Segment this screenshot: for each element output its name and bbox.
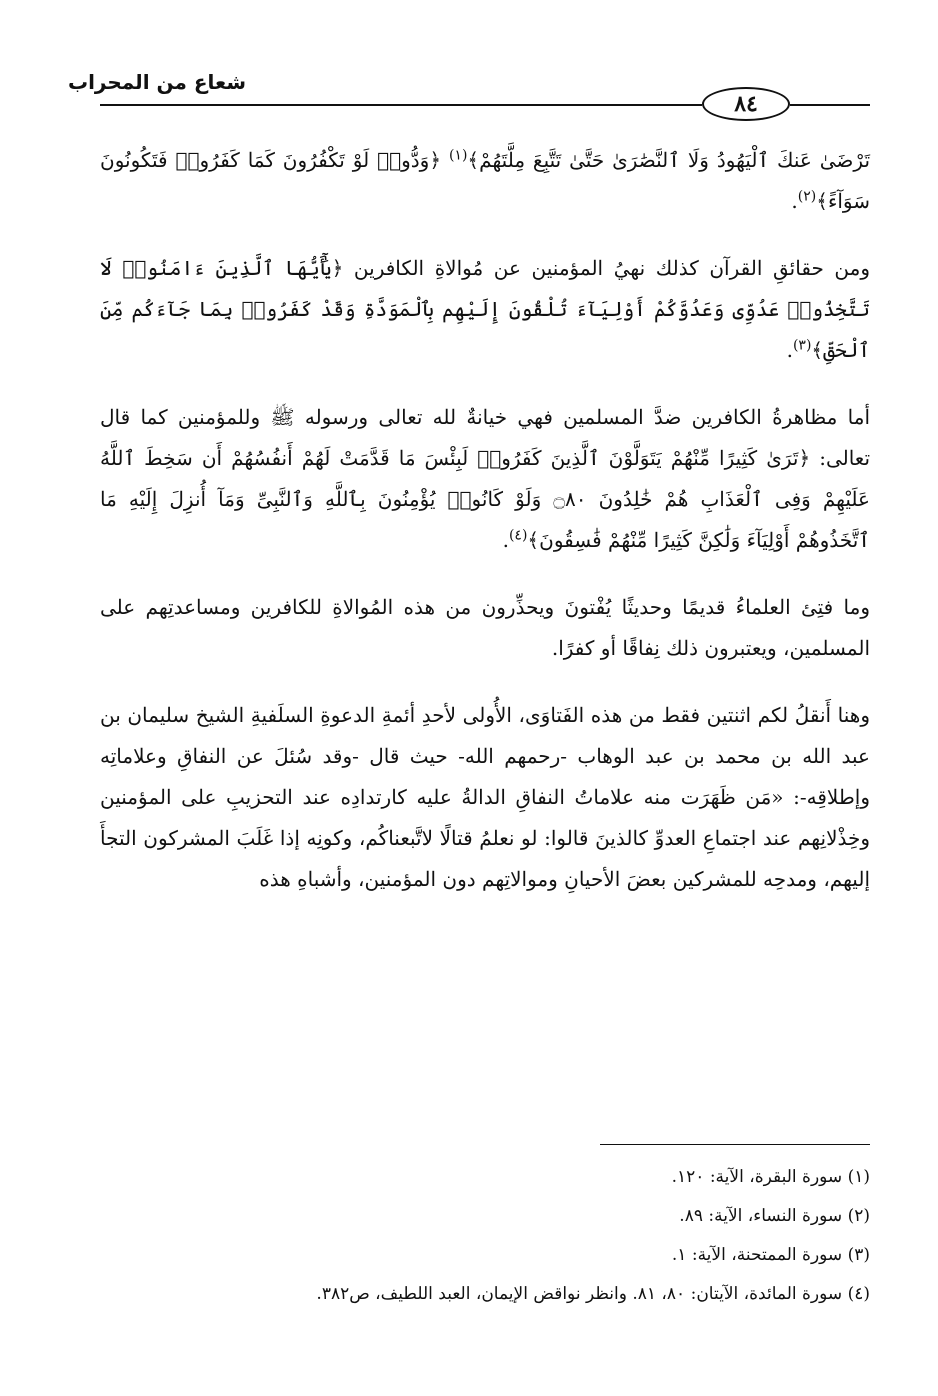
footnote-3: (٣) سورة الممتحنة، الآية: ١. xyxy=(671,1245,870,1265)
paragraph-4: وما فتِئ العلماءُ قديمًا وحديثًا يُفْتونَ ويحذِّرون من هذه المُوالاةِ للكافرين ومساعدتِهم على المسلمين، ويعتبرون ذلك نِفاقًا أو كفرًا. xyxy=(100,595,870,660)
paragraph-text: ومن حقائقِ القرآن كذلك نهيُ المؤمنين عن مُوالاةِ الكافرين xyxy=(353,256,870,280)
header-rule-right xyxy=(790,104,870,106)
footnote-2: (٢) سورة النساء، الآية: ٨٩. xyxy=(679,1206,870,1226)
paragraph-5: وهنا أَنقلُ لكم اثنتين فقط من هذه الفَتاوَى، الأُولى لأحدِ أئمةِ الدعوةِ السلَفيةِ الشيخ سليمان بن عبد الله بن محمد بن عبد الوهاب -رحمهم الله- حيث قال -وقد سُئلَ عن النفاقِ وعلاماتِه وإطلاقِه-: «مَن ظَهَرَت منه علاماتُ النفاقِ الدالةُ عليه كارتدادِه عند التحزيبِ على المؤمنين وخِذْلانِهم عند اجتماعِ العدوِّ كالذينَ قالوا: لو نعلمُ قتالًا لاتَّبعناكُم، وكونِه إذا غَلَبَ المشركون التجأَ إليهم، ومدحِه للمشركين بعضَ الأحيانِ وموالاتِهم دون المؤمنين، وأشباهِ هذه xyxy=(100,703,870,891)
footnote-ref-4: (٤) xyxy=(508,527,528,544)
verse-continuation: تَرْضَىٰ عَنكَ ٱلْيَهُودُ وَلَا ٱلنَّصَٰرَىٰ حَتَّىٰ تَتَّبِعَ مِلَّتَهُمْ xyxy=(479,148,871,172)
ayah-close-bracket: ﴾ xyxy=(816,189,828,213)
page-number: ٨٤ xyxy=(702,87,790,121)
paragraph-text: أما مظاهرةُ الكافرين ضدَّ المسلمين فهي خيانةٌ لله تعالى ورسوله ﷺ وللمؤمنين كما قال تعالى: xyxy=(100,405,871,470)
footnote-separator xyxy=(600,1144,870,1145)
running-title: شعاع من المحراب xyxy=(67,70,246,94)
paragraph-2 xyxy=(100,248,870,371)
paragraph-3 xyxy=(100,397,870,561)
quran-verse: تَرَىٰ كَثِيرًا مِّنْهُمْ يَتَوَلَّوْنَ ٱلَّذِينَ كَفَرُوا۟ لَبِئْسَ مَا قَدَّمَتْ لَهُمْ أَنفُسُهُمْ أَن سَخِطَ ٱللَّهُ عَلَيْهِمْ وَفِى ٱلْعَذَابِ هُمْ خَٰلِدُونَ ۝٨٠ وَلَوْ كَانُوا۟ يُؤْمِنُونَ بِٱللَّهِ وَٱلنَّبِىِّ وَمَآ أُنزِلَ إِلَيْهِ مَا ٱتَّخَذُوهُمْ أَوْلِيَآءَ وَلَٰكِنَّ كَثِيرًا مِّنْهُمْ فَٰسِقُونَ xyxy=(100,446,870,552)
ayah-open-bracket: ﴿ xyxy=(429,148,442,172)
footnotes xyxy=(100,1158,870,1314)
footnote-4: (٤) سورة المائدة، الآيتان: ٨٠، ٨١. وانظر نواقض الإيمان، العبد اللطيف، ص٣٨٢. xyxy=(316,1284,870,1304)
paragraph-1 xyxy=(100,140,870,222)
header-rule-left xyxy=(100,104,702,106)
sentence-end: . xyxy=(791,189,798,213)
footnote-ref-3: (٣) xyxy=(792,337,812,354)
footnote-ref-2: (٢) xyxy=(797,188,817,205)
ayah-close-bracket: ﴾ xyxy=(467,148,480,172)
ayah-close-bracket: ﴾ xyxy=(527,528,540,552)
ayah-close-bracket: ﴾ xyxy=(811,338,824,362)
footnote-ref-1: (١) xyxy=(448,147,468,164)
quran-verse: وَدُّوا۟ لَوْ تَكْفُرُونَ كَمَا كَفَرُوا۟ فَتَكُونُونَ سَوَآءً xyxy=(100,148,870,213)
sentence-end: . xyxy=(786,338,793,362)
sentence-end: . xyxy=(502,528,509,552)
ayah-open-bracket: ﴿ xyxy=(798,446,811,470)
body-text xyxy=(100,140,870,926)
ayah-open-bracket: ﴿ xyxy=(331,256,344,280)
footnote-1: (١) سورة البقرة، الآية: ١٢٠. xyxy=(671,1167,870,1187)
quran-verse: يَٰٓأَيُّهَا ٱلَّذِينَ ءَامَنُوا۟ لَا تَتَّخِذُوا۟ عَدُوِّى وَعَدُوَّكُمْ أَوْلِيَآءَ تُلْقُونَ إِلَيْهِم بِٱلْمَوَدَّةِ وَقَدْ كَفَرُوا۟ بِمَا جَآءَكُم مِّنَ ٱلْحَقِّ xyxy=(100,256,870,362)
